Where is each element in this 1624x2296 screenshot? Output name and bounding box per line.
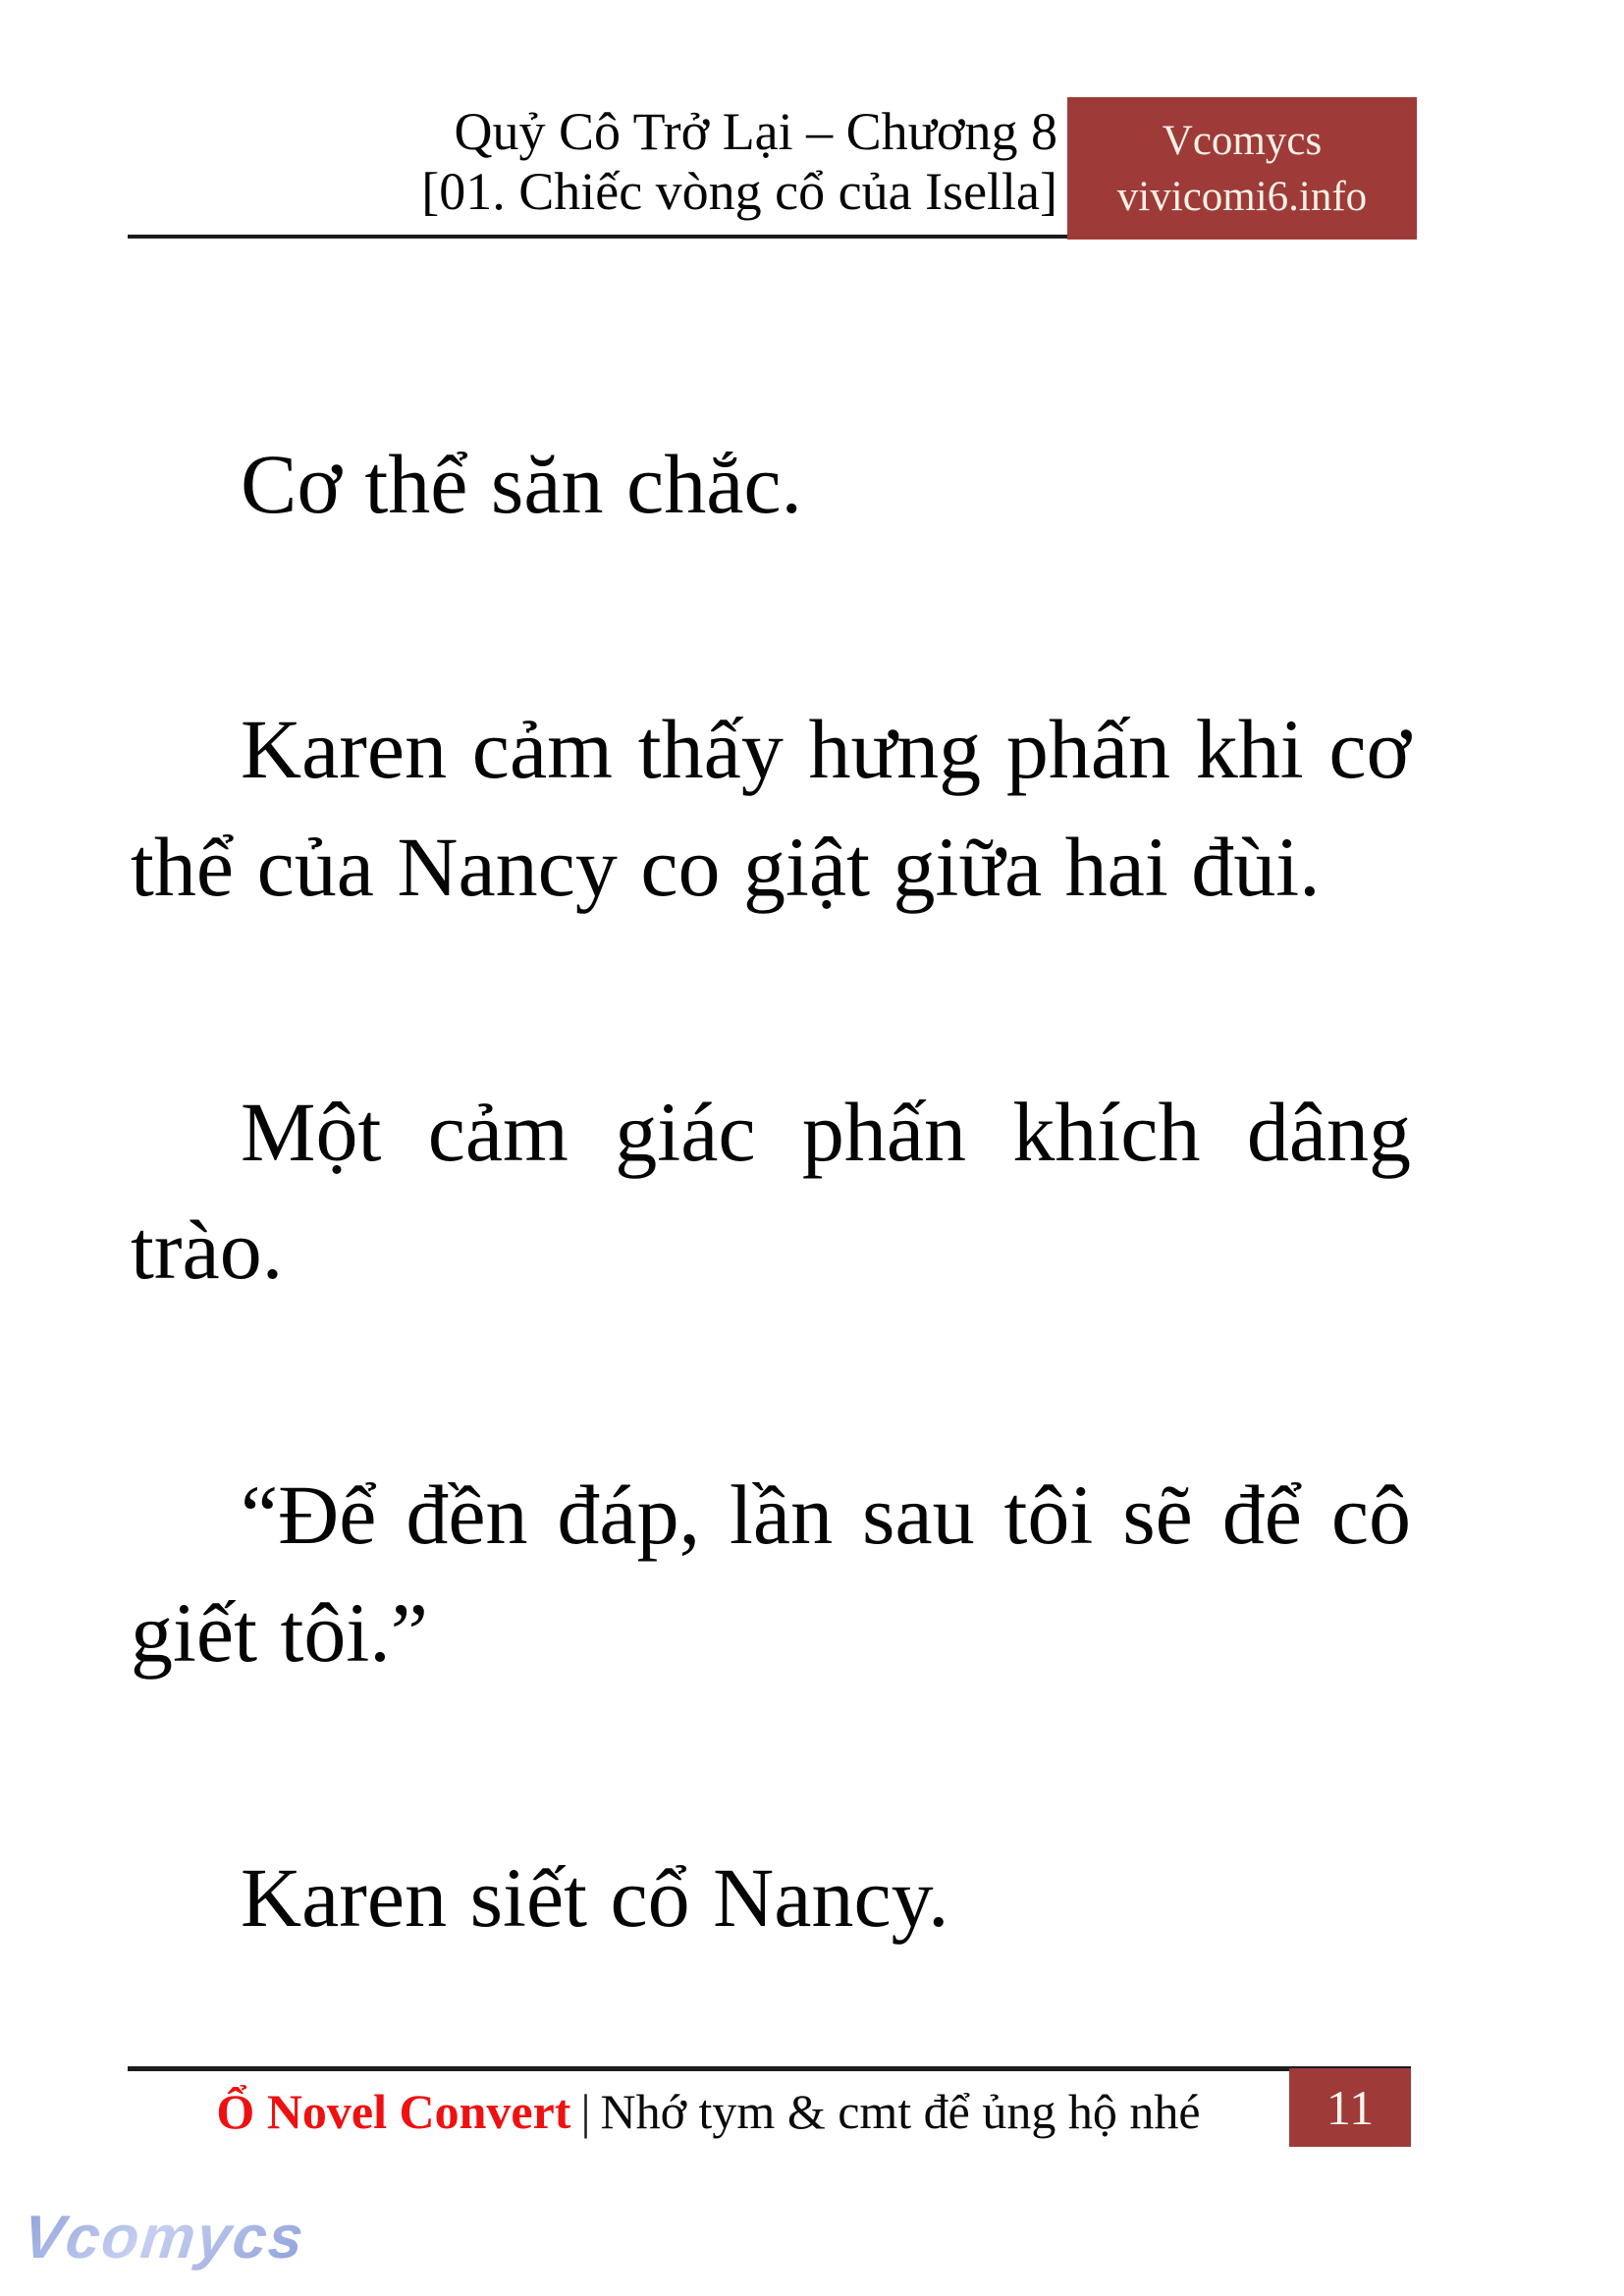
- paragraph: Cơ thể săn chắc.: [241, 437, 803, 531]
- header-title: [128, 102, 1057, 222]
- paragraph: Một cảm giác phấn khích dâng trào.: [131, 1085, 1411, 1297]
- footer-brand: Ổ Novel Convert: [216, 2084, 571, 2139]
- header-title-line1: Quỷ Cô Trở Lại – Chương 8: [454, 102, 1057, 161]
- header-title-line2: [01. Chiếc vòng cổ của Isella]: [421, 162, 1057, 221]
- footer-credit: [128, 2079, 1289, 2144]
- brand-box-site: vivicomi6.info: [1116, 173, 1368, 220]
- footer-separator: |: [580, 2084, 591, 2139]
- paragraph: Karen siết cổ Nancy.: [241, 1850, 949, 1945]
- footer-rule: [128, 2066, 1411, 2071]
- brand-box: [1067, 97, 1417, 240]
- body-text: [131, 239, 1411, 1956]
- page-number-box: [1289, 2068, 1411, 2147]
- brand-box-name: Vcomycs: [1162, 117, 1323, 164]
- paragraph: Karen cảm thấy hưng phấn khi cơ thể của Nancy co giật giữa hai đùi.: [131, 702, 1411, 914]
- paragraph: “Để đền đáp, lần sau tôi sẽ để cô giết tôi.”: [131, 1468, 1411, 1680]
- vcomycs-watermark-logo: Vcomycs: [20, 2204, 308, 2271]
- page-number: 11: [1326, 2080, 1375, 2135]
- footer-note: Nhớ tym & cmt để ủng hộ nhé: [600, 2084, 1201, 2139]
